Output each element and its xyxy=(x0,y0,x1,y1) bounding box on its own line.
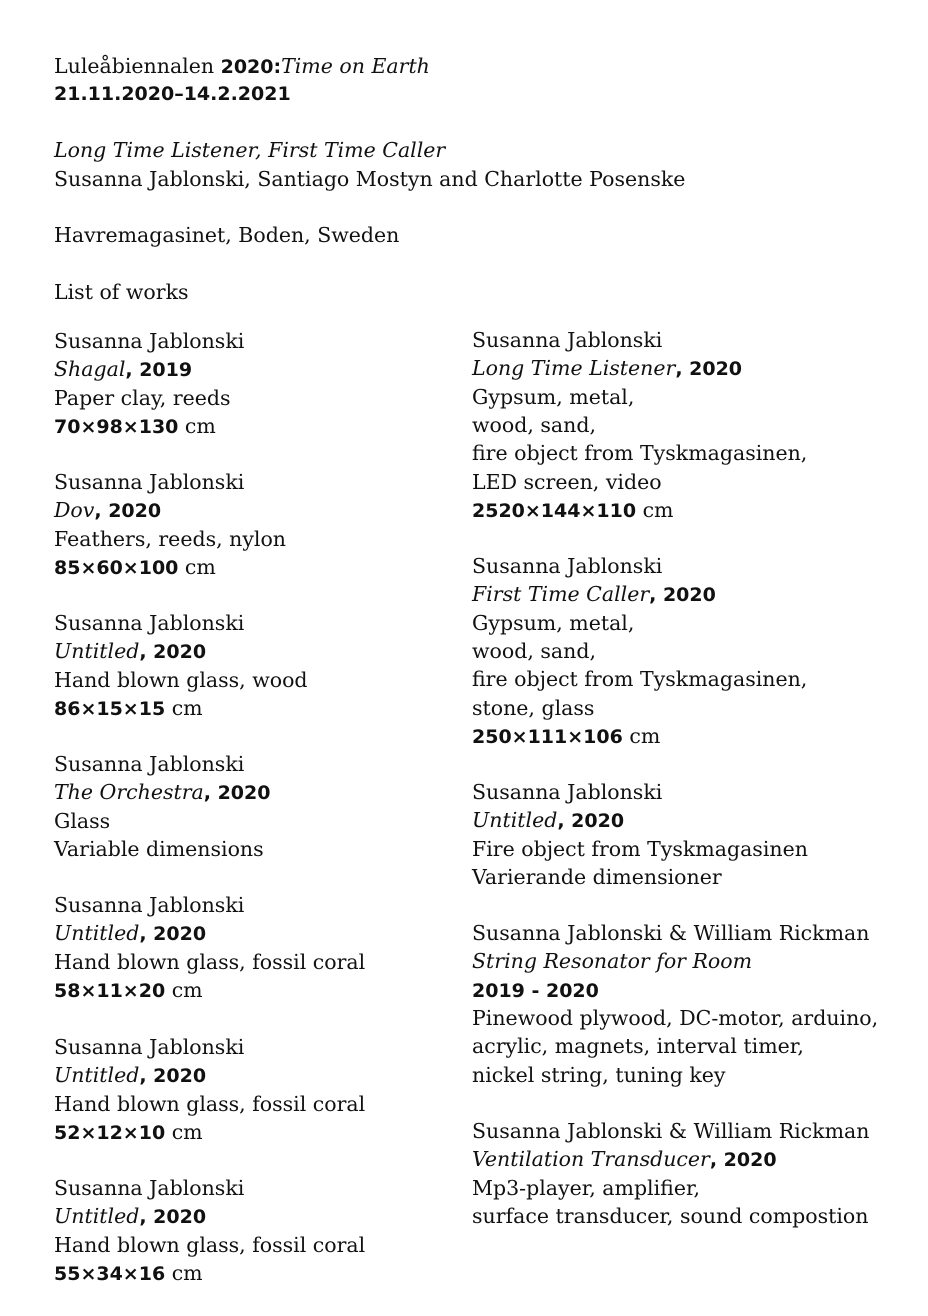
work-year: , 2020 xyxy=(557,810,625,833)
work-materials: Fire object from Tyskmagasinen xyxy=(472,836,808,861)
work-artist-line xyxy=(472,552,662,580)
work-year: , 2020 xyxy=(203,782,271,805)
work-materials-line xyxy=(472,637,596,665)
work-dimensions: 86×15×15 xyxy=(54,697,166,720)
work-dimensions-unit: cm xyxy=(622,723,661,748)
work-artist: Susanna Jablonski & William Rickman xyxy=(472,1119,870,1143)
work-dimensions-unit: cm xyxy=(165,977,203,1002)
work-title: Shagal xyxy=(54,357,126,382)
work-year: , 2020 xyxy=(649,584,716,607)
work-title: Long Time Listener xyxy=(472,356,676,381)
biennial-year: 2020: xyxy=(220,56,282,78)
work-artist: Susanna Jablonski xyxy=(54,470,245,494)
work-materials-line xyxy=(472,1061,726,1089)
work-title-line xyxy=(472,947,752,975)
work-materials: LED screen, video xyxy=(472,469,662,494)
work-artist: Susanna Jablonski xyxy=(472,554,663,578)
work-year: , 2020 xyxy=(139,1065,207,1088)
work-materials-line xyxy=(472,383,634,411)
work-dimensions-unit: cm xyxy=(178,554,216,579)
work-materials-line xyxy=(54,835,264,863)
work-artist: Susanna Jablonski xyxy=(54,1035,245,1059)
work-materials-line xyxy=(472,1004,878,1032)
work-dimensions-unit: cm xyxy=(165,1119,203,1144)
work-title-line xyxy=(54,496,161,525)
work-year-line xyxy=(472,976,599,1005)
work-dimensions-line xyxy=(472,496,673,525)
venue: Havremagasinet, Boden, Sweden xyxy=(54,223,400,247)
work-materials-line xyxy=(54,1231,365,1259)
work-materials-line xyxy=(54,384,231,412)
work-title-line xyxy=(54,1202,206,1231)
work-materials: Gypsum, metal, xyxy=(472,610,635,635)
work-artist: Susanna Jablonski xyxy=(54,752,245,776)
work-title: Untitled xyxy=(54,921,140,946)
work-materials-line xyxy=(472,1174,700,1202)
work-artist-line xyxy=(54,609,244,637)
work-dimensions: 70×98×130 xyxy=(54,415,179,438)
work-dimensions-line xyxy=(54,976,203,1005)
work-title-line xyxy=(472,354,742,383)
work-materials: Hand blown glass, fossil coral xyxy=(54,949,366,974)
work-materials: Hand blown glass, fossil coral xyxy=(54,1091,366,1116)
work-title-line xyxy=(472,580,716,609)
work-materials: Glass xyxy=(54,808,111,833)
work-dimensions-line xyxy=(54,412,216,441)
list-heading: List of works xyxy=(54,280,189,304)
work-artist-line xyxy=(54,468,244,496)
work-materials: Hand blown glass, fossil coral xyxy=(54,1232,366,1257)
work-year: , 2020 xyxy=(709,1149,777,1172)
work-materials: Varierande dimensioner xyxy=(472,864,722,889)
work-materials-line xyxy=(54,525,286,553)
work-materials: Variable dimensions xyxy=(54,836,264,861)
work-year: , 2020 xyxy=(94,500,162,523)
work-title-line xyxy=(472,806,624,835)
work-materials: stone, glass xyxy=(472,695,595,720)
work-dimensions-unit: cm xyxy=(636,497,674,522)
work-materials-line xyxy=(54,666,308,694)
work-dimensions: 55×34×16 xyxy=(54,1262,166,1285)
work-materials: wood, sand, xyxy=(472,638,596,663)
work-materials: fire object from Tyskmagasinen, xyxy=(472,667,808,692)
work-title: Untitled xyxy=(54,1204,140,1229)
biennial-subtitle: Time on Earth xyxy=(281,54,430,78)
work-artist-line xyxy=(54,327,244,355)
work-dimensions-line xyxy=(54,1259,203,1288)
work-materials: Hand blown glass, wood xyxy=(54,667,308,692)
work-year: , 2020 xyxy=(675,358,743,381)
work-dimensions-unit: cm xyxy=(178,413,216,438)
work-materials: fire object from Tyskmagasinen, xyxy=(472,441,808,466)
work-title: Untitled xyxy=(472,808,558,833)
exhibition-artists: Susanna Jablonski, Santiago Mostyn and Charlotte Posenske xyxy=(54,167,686,191)
work-artist: Susanna Jablonski xyxy=(54,893,245,917)
biennial-line xyxy=(54,52,430,81)
work-artist-line xyxy=(472,778,662,806)
work-artist-line xyxy=(54,891,244,919)
work-materials-line xyxy=(472,863,722,891)
work-dimensions-line xyxy=(54,694,203,723)
work-title-line xyxy=(54,778,270,807)
work-dimensions-line xyxy=(54,553,216,582)
work-materials-line xyxy=(472,609,634,637)
work-title-line xyxy=(54,919,206,948)
work-title: String Resonator for Room xyxy=(472,949,753,974)
work-dimensions-unit: cm xyxy=(165,695,203,720)
work-dimensions-unit: cm xyxy=(165,1260,203,1285)
work-artist-line xyxy=(472,919,869,947)
work-materials: wood, sand, xyxy=(472,412,596,437)
work-title: First Time Caller xyxy=(472,582,650,607)
work-artist-line xyxy=(472,1117,869,1145)
work-artist-line xyxy=(54,1174,244,1202)
work-materials: Feathers, reeds, nylon xyxy=(54,526,287,551)
work-materials: Paper clay, reeds xyxy=(54,385,231,410)
work-dimensions: 52×12×10 xyxy=(54,1121,166,1144)
work-materials-line xyxy=(472,411,596,439)
work-title: Untitled xyxy=(54,639,140,664)
work-year: , 2019 xyxy=(125,359,193,382)
work-artist: Susanna Jablonski & William Rickman xyxy=(472,921,870,945)
work-title-line xyxy=(54,637,206,666)
work-title-line xyxy=(54,1061,206,1090)
work-title-line xyxy=(472,1145,777,1174)
work-materials: Pinewood plywood, DC-motor, arduino, xyxy=(472,1005,879,1030)
work-artist: Susanna Jablonski xyxy=(54,611,245,635)
work-materials-line xyxy=(472,468,662,496)
work-year: , 2020 xyxy=(139,1206,207,1229)
work-title: Ventilation Transducer xyxy=(472,1147,710,1172)
biennial-dates: 21.11.2020–14.2.2021 xyxy=(54,83,291,105)
exhibition-title: Long Time Listener, First Time Caller xyxy=(54,138,446,162)
work-title: The Orchestra xyxy=(54,780,204,805)
work-dimensions: 58×11×20 xyxy=(54,979,166,1002)
work-title: Dov xyxy=(54,498,95,523)
work-materials-line xyxy=(472,439,807,467)
work-year: , 2020 xyxy=(139,641,207,664)
work-year: , 2020 xyxy=(139,923,207,946)
work-materials-line xyxy=(472,665,807,693)
work-year-range: 2019 - 2020 xyxy=(472,979,599,1002)
work-materials-line xyxy=(54,1090,365,1118)
work-materials-line xyxy=(472,1032,804,1060)
work-artist-line xyxy=(472,326,662,354)
work-dimensions-line xyxy=(472,722,660,751)
work-materials: Gypsum, metal, xyxy=(472,384,635,409)
work-dimensions: 250×111×106 xyxy=(472,725,623,748)
work-artist: Susanna Jablonski xyxy=(54,329,245,353)
work-dimensions: 85×60×100 xyxy=(54,556,179,579)
work-materials-line xyxy=(472,835,808,863)
work-dimensions: 2520×144×110 xyxy=(472,499,637,522)
work-title-line xyxy=(54,355,192,384)
biennial-name: Luleåbiennalen xyxy=(54,54,215,78)
work-materials-line xyxy=(54,807,110,835)
work-materials: surface transducer, sound compostion xyxy=(472,1203,869,1228)
work-artist: Susanna Jablonski xyxy=(472,328,663,352)
work-artist: Susanna Jablonski xyxy=(54,1176,245,1200)
work-materials: Mp3-player, amplifier, xyxy=(472,1175,701,1200)
work-dimensions-line xyxy=(54,1118,203,1147)
work-materials-line xyxy=(472,1202,868,1230)
work-materials-line xyxy=(472,694,594,722)
work-materials: nickel string, tuning key xyxy=(472,1062,726,1087)
work-artist-line xyxy=(54,750,244,778)
work-materials-line xyxy=(54,948,365,976)
work-materials: acrylic, magnets, interval timer, xyxy=(472,1034,804,1059)
work-title: Untitled xyxy=(54,1063,140,1088)
work-artist: Susanna Jablonski xyxy=(472,780,663,804)
work-artist-line xyxy=(54,1033,244,1061)
